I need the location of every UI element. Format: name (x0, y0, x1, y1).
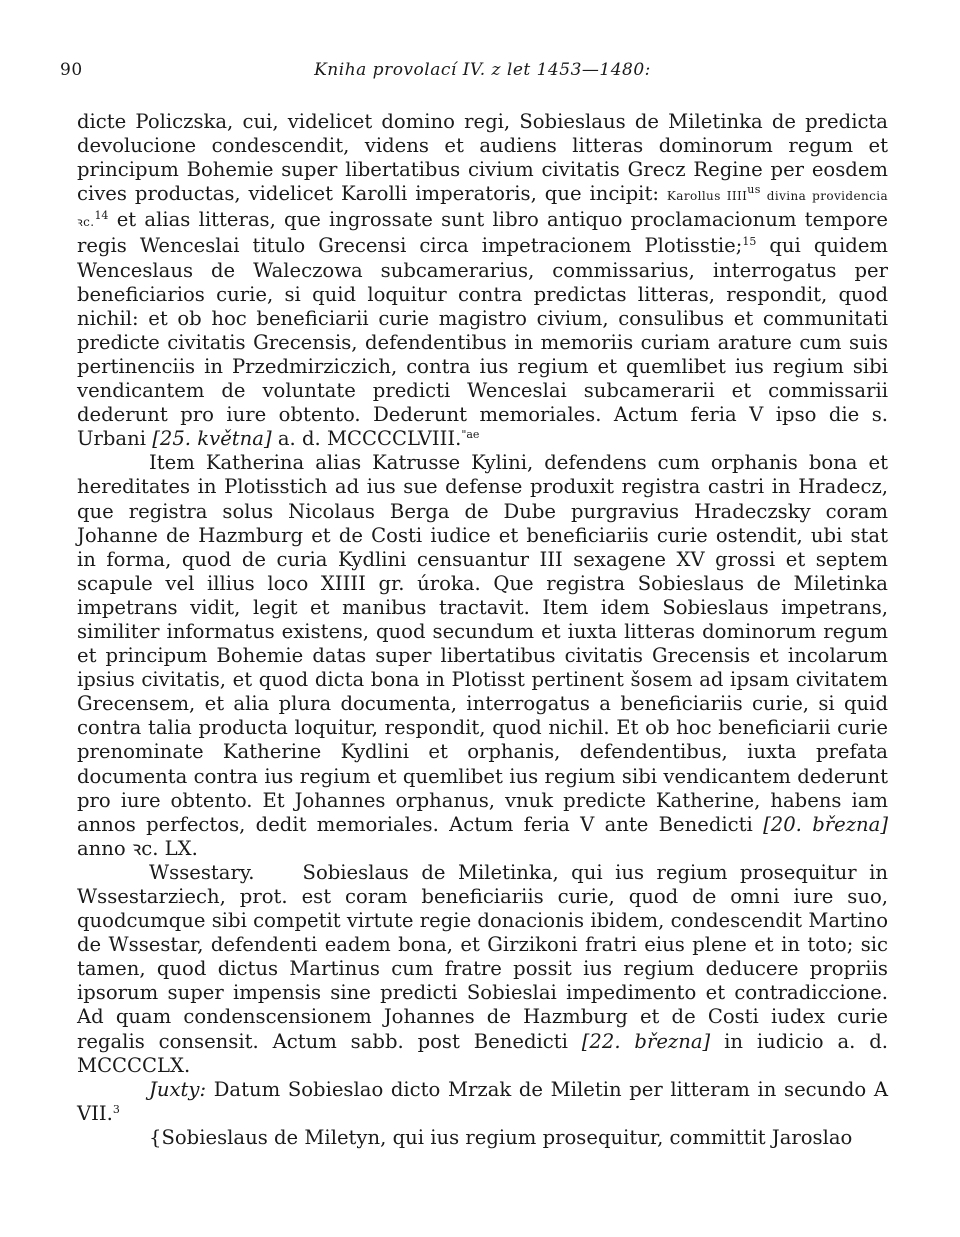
paragraph (77, 861, 888, 1078)
running-title: Kniha provolací IV. z let 1453—1480: (314, 60, 651, 80)
text-run: Karollus IIII (666, 189, 748, 204)
editorial-date: [22. března] (581, 1029, 711, 1053)
text-run: et alias litteras, que ingrossate sunt libro antiquo proclamacionum tempore regis Wenceslai titulo Grecensi circa impetracionem Plotisstie; (77, 208, 888, 258)
page-number: 90 (60, 60, 83, 80)
footnote-ref: 14 (94, 209, 109, 223)
footnote-ref: 15 (742, 235, 757, 249)
paragraph (77, 1126, 888, 1150)
marginal-label: Juxty: (149, 1077, 207, 1101)
text-run: Sobieslaus de Miletinka, qui ius regium prosequitur in Wssestarziech, prot. est coram beneficiariis curie, quod de omni iure suo, quodcumque sibi competit virtute regie donacionis ibidem, condescendit Martino de Wssestar, defendenti eadem bona, et Girzikoni fratri eius plene et in toto; sic tamen, quod dictus Martinus cum fratre possit ius regium deducere propriis ipsorum super impensis sine predicti Sobieslai impedimento et contradiccione. Ad quam condenscensionem Johannes de Hazmburg et de Costi iudex curie regalis consensit. Actum sabb. post Benedicti (77, 860, 888, 1053)
paragraph (77, 451, 888, 861)
place-heading: Wssestary. (149, 860, 255, 884)
body-text (77, 110, 888, 1150)
editorial-date: [20. března] (763, 812, 888, 836)
text-run: anno ꝛc. LX. (77, 836, 198, 860)
footnote-ref: 3 (112, 1102, 120, 1116)
text-run: qui quidem Wenceslaus de Waleczowa subcamerarius, commissarius, interrogatus per beneficiarios curie, si quid loquitur contra predictas litteras, respondit, quod nichil: et ob hoc beneficiarii curie magistro civium, consulibus et communitati predicte civitatis Grecensis, defendentibus in memoriis curiam arature cum suis pertinenciis in Przedmirziczich, contra ius regium et quemlibet ius regium sibi vendicantem de voluntate predicti Wenceslai subcamerarii et commissarii dederunt pro iure obtento. Dederunt memoriales. Actum feria V ipso die s. Urbani (77, 234, 888, 451)
text-run: Item Katherina alias Katrusse Kylini, defendens cum orphanis bona et hereditates in Plotisstich ad ius sue defense produxit registra castri in Hradecz, que registra solus Nicolaus Berga de Dube purgravius Hradeczsky coram Johanne de Hazmburg et de Costi iudice et beneficiariis curie ostendit, ubi stat in forma, quod de curia Kydlini censuantur III sexagene XV grossi et septem scapule vel illius loco XIIII gr. úroka. Que registra Sobieslaus de Miletinka impetrans vidit, legit et manibus tractavit. Item idem Sobieslaus impetrans, similiter informatus existens, quod secundum et iuxta litteras dominorum regum et principum Bohemie datas super libertatibus civitatis Grecensis et incolarum ipsius civitatis, et quod dicta bona in Plotisst pertinent šosem ad ipsam civitatem Grecensem, et alia plura documenta, interrogatus a beneficiariis curie, si quid contra talia producta loquitur, respondit, quod nichil. Et ob hoc beneficiarii curie prenominate Katherine Kydlini et orphanis, defendentibus, iuxta prefata documenta contra ius regium et quemlibet ius regium sibi vendicantem dederunt pro iure obtento. Et Johannes orphanus, vnuk predicte Katherine, habens iam annos perfectos, dedit memoriales. Actum feria V ante Benedicti (77, 451, 888, 836)
running-head (60, 60, 888, 88)
book-page (60, 60, 889, 1150)
paragraph (77, 1078, 888, 1126)
footnote-ref: "ae (461, 428, 480, 442)
text-run: {Sobieslaus de Miletyn, qui ius regium prosequitur, committit Jaroslao (149, 1125, 853, 1149)
text-run: in iudicio a. d. MCCCCLX. (77, 1029, 888, 1077)
etc-abbreviation: ꝛc. (77, 215, 95, 230)
editorial-date: [25. května] (152, 427, 272, 451)
text-run: a. d. MCCCCLVIII. (277, 427, 462, 451)
text-run: divina providencia (766, 189, 889, 204)
superscript: us (747, 183, 761, 197)
paragraph (77, 110, 888, 451)
text-run: dicte Policzska, cui, videlicet domino regi, Sobieslaus de Miletinka de predicta devolucione condescendit, videns et audiens litteras dominorum regum et principum Bohemie super libertatibus civium civitatis Grecz Regine per eosdem cives productas, videlicet Karolli imperatoris, que incipit: (77, 110, 888, 206)
text-run: Datum Sobieslao dicto Mrzak de Miletin per litteram in secundo A VII. (77, 1077, 889, 1125)
